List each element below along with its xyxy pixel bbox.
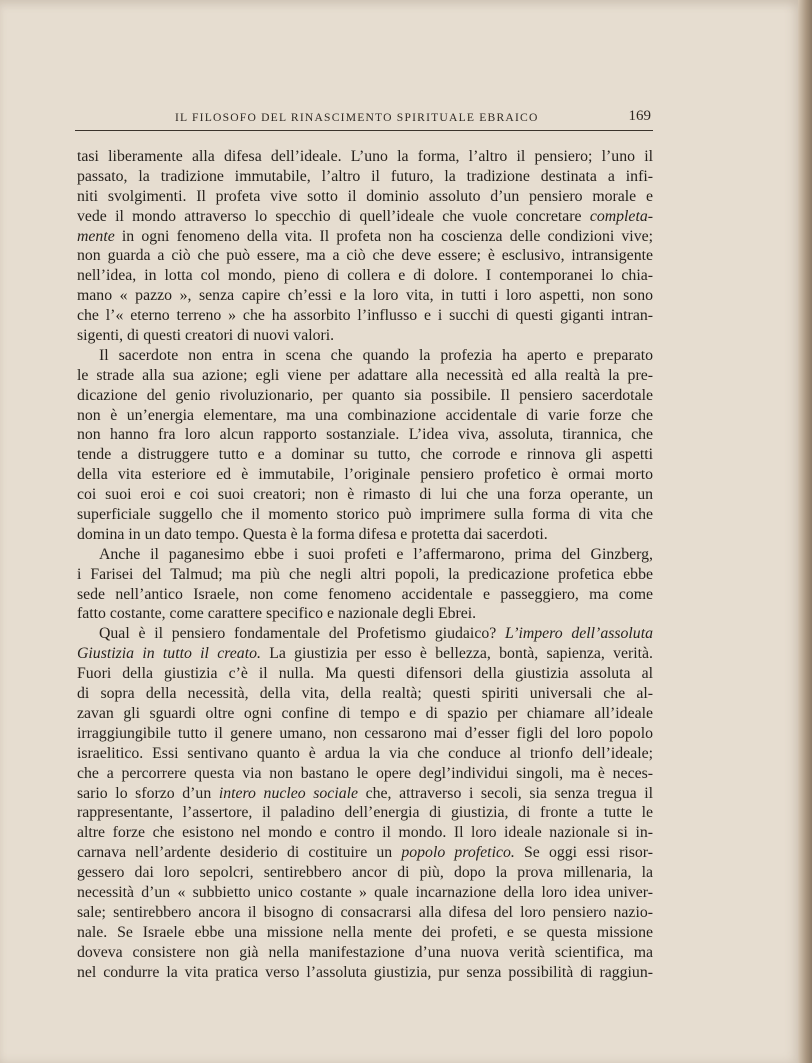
italic-text: Giustizia in tutto il creato. (77, 645, 261, 663)
page-edge (798, 0, 812, 1063)
text-line (77, 485, 653, 505)
line-text: nell’idea, in lotta col mondo, pieno di collera e di dolore. I contemporanei lo chia- (77, 267, 653, 285)
text-line (77, 724, 653, 744)
line-text: vede il mondo attraverso lo specchio di quell’ideale che vuole concretare (77, 207, 590, 225)
text-line (77, 803, 653, 823)
text-line (77, 565, 653, 585)
line-text: zavan gli sguardi oltre ogni confine di tempo e di spazio per chiamare all’ideale (77, 704, 653, 722)
line-text: Se oggi essi risor- (514, 844, 653, 862)
text-line (77, 366, 653, 386)
line-text: altre forze che esistono nel mondo e contro il mondo. Il loro ideale nazionale si in- (77, 824, 653, 842)
text-line (77, 445, 653, 465)
line-text: domina in un dato tempo. Questa è la forma difesa e protetta dai sacerdoti. (77, 525, 548, 543)
page-number: 169 (628, 108, 651, 124)
line-text: coi suoi eroi e coi suoi creatori; non è rimasto di lui che una forza operante, un (77, 486, 653, 504)
text-line (77, 604, 653, 624)
text-line (77, 246, 653, 266)
text-line (77, 684, 653, 704)
text-line (77, 943, 653, 963)
text-line (77, 505, 653, 525)
line-text: che a percorrere questa via non bastano le opere degl’individui singoli, ma è neces- (77, 764, 653, 782)
line-text: tasi liberamente alla difesa dell’ideale. L’uno la forma, l’altro il pensiero; l’uno il (77, 148, 653, 165)
line-text: Fuori della giustizia c’è il nulla. Ma questi difensori della giustizia assoluta al (77, 665, 653, 683)
text-line (77, 624, 653, 644)
text-line (77, 644, 653, 664)
line-text: sale; sentirebbero ancora il bisogno di consacrarsi alla difesa del loro pensiero nazio- (77, 903, 653, 921)
text-line (77, 147, 653, 167)
line-text: i Farisei del Talmud; ma più che negli altri popoli, la predicazione profetica ebbe (77, 565, 653, 583)
body-text (77, 147, 653, 982)
line-text: non guarda a ciò che può essere, ma a ciò che deve essere; è esclusivo, intransigente (77, 247, 653, 265)
text-line (77, 545, 653, 565)
line-text: necessità d’un « subbietto unico costante » quale incarnazione della loro idea univer- (77, 883, 653, 901)
text-line (77, 406, 653, 426)
line-text: gessero dai loro sepolcri, sentirebbero ancor di più, dopo la prova millenaria, la (77, 864, 653, 882)
text-line (77, 903, 653, 923)
text-line (77, 744, 653, 764)
text-line (77, 843, 653, 863)
text-line (77, 764, 653, 784)
text-line (77, 664, 653, 684)
line-text: sario lo sforzo d’un (77, 784, 219, 802)
line-text: passato, la tradizione immutabile, l’altro il futuro, la tradizione destinata a infi- (77, 167, 653, 185)
text-line (77, 883, 653, 903)
text-line (77, 525, 653, 545)
text-line (77, 963, 653, 983)
text-line (77, 266, 653, 286)
line-text: irraggiungibile tutto il genere umano, non cessarono mai d’esser figli del loro popolo (77, 724, 653, 742)
italic-text: popolo profetico. (401, 844, 515, 862)
text-line (77, 207, 653, 227)
line-text: tende a distruggere tutto e a dominar su tutto, che corrode e rinnova gli aspetti (77, 446, 653, 464)
text-line (77, 704, 653, 724)
line-text: dicazione del genio rivoluzionario, per quanto sia possibile. Il pensiero sacerdotale (77, 386, 653, 404)
line-text: La giustizia per esso è bellezza, bontà, sapienza, verità. (260, 645, 654, 663)
text-line (77, 386, 653, 406)
text-line (77, 585, 653, 605)
italic-text: intero nucleo sociale (218, 784, 359, 802)
running-head (75, 108, 653, 131)
text-line (77, 823, 653, 843)
text-line (77, 286, 653, 306)
text-line (77, 227, 653, 247)
running-title: IL FILOSOFO DEL RINASCIMENTO SPIRITUALE EBRAICO (175, 111, 539, 124)
text-line (77, 167, 653, 187)
text-line (77, 326, 653, 346)
line-text: in ogni fenomeno della vita. Il profeta non ha coscienza delle condizioni vive; (114, 227, 653, 245)
line-text: non è un’energia elementare, ma una combinazione accidentale di varie forze che (77, 406, 653, 424)
line-text: niti svolgimenti. Il profeta vive sotto il dominio assoluto d’un pensiero morale e (77, 187, 653, 205)
text-line (77, 863, 653, 883)
text-line (77, 923, 653, 943)
line-text: Anche il paganesimo ebbe i suoi profeti e l’affermarono, prima del Ginzberg, (99, 545, 653, 563)
italic-text: completa- (589, 207, 653, 225)
line-text: mano « pazzo », senza capire ch’essi e la loro vita, in tutti i loro aspetti, non sono (77, 287, 653, 305)
italic-text: mente (77, 227, 115, 245)
text-line (77, 784, 653, 804)
line-text: fatto costante, come carattere specifico e nazionale degli Ebrei. (77, 605, 477, 623)
text-line (77, 306, 653, 326)
line-text: della vita esteriore ed è immutabile, l’originale pensiero profetico è ormai morto (77, 466, 653, 484)
text-line (77, 425, 653, 445)
text-line (77, 465, 653, 485)
line-text: nale. Se Israele ebbe una missione nella mente dei profeti, e se questa missione (77, 923, 653, 941)
line-text: sigenti, di questi creatori di nuovi valori. (77, 327, 335, 345)
line-text: che l’« eterno terreno » che ha assorbito l’influsso e i succhi di questi giganti intran- (77, 307, 653, 325)
line-text: di sopra della necessità, della vita, della realtà; questi spiriti universali che al- (77, 685, 653, 703)
line-text: superficiale suggello che il momento storico può imprimere sulla forma di vita che (77, 506, 653, 524)
line-text: nel condurre la vita pratica verso l’assoluta giustizia, pur senza possibilità di raggiun- (77, 963, 653, 981)
line-text: Qual è il pensiero fondamentale del Profetismo giudaico? (99, 625, 505, 643)
line-text: doveva consistere non già nella manifestazione d’una nuova verità scientifica, ma (77, 943, 653, 961)
text-line (77, 187, 653, 207)
line-text: carnava nell’ardente desiderio di costituire un (77, 844, 402, 862)
text-line (77, 346, 653, 366)
line-text: che, attraverso i secoli, sia senza tregua il (358, 784, 653, 802)
line-text: rappresentante, l’assertore, il paladino dell’energia di giustizia, di fronte a tutte le (77, 804, 653, 822)
line-text: non hanno fra loro alcun rapporto sostanziale. L’idea viva, assoluta, tirannica, che (77, 426, 653, 444)
line-text: israelitico. Essi sentivano quanto è ardua la via che conduce al trionfo dell’ideale; (77, 744, 653, 762)
italic-text: L’impero dell’assoluta (505, 625, 653, 643)
line-text: le strade alla sua azione; egli viene per adattare alla necessità ed alla realtà la pre- (77, 366, 653, 384)
line-text: sede nell’antico Israele, non come fenomeno accidentale e passeggiero, ma come (77, 585, 653, 603)
line-text: Il sacerdote non entra in scena che quando la profezia ha aperto e preparato (99, 346, 653, 364)
